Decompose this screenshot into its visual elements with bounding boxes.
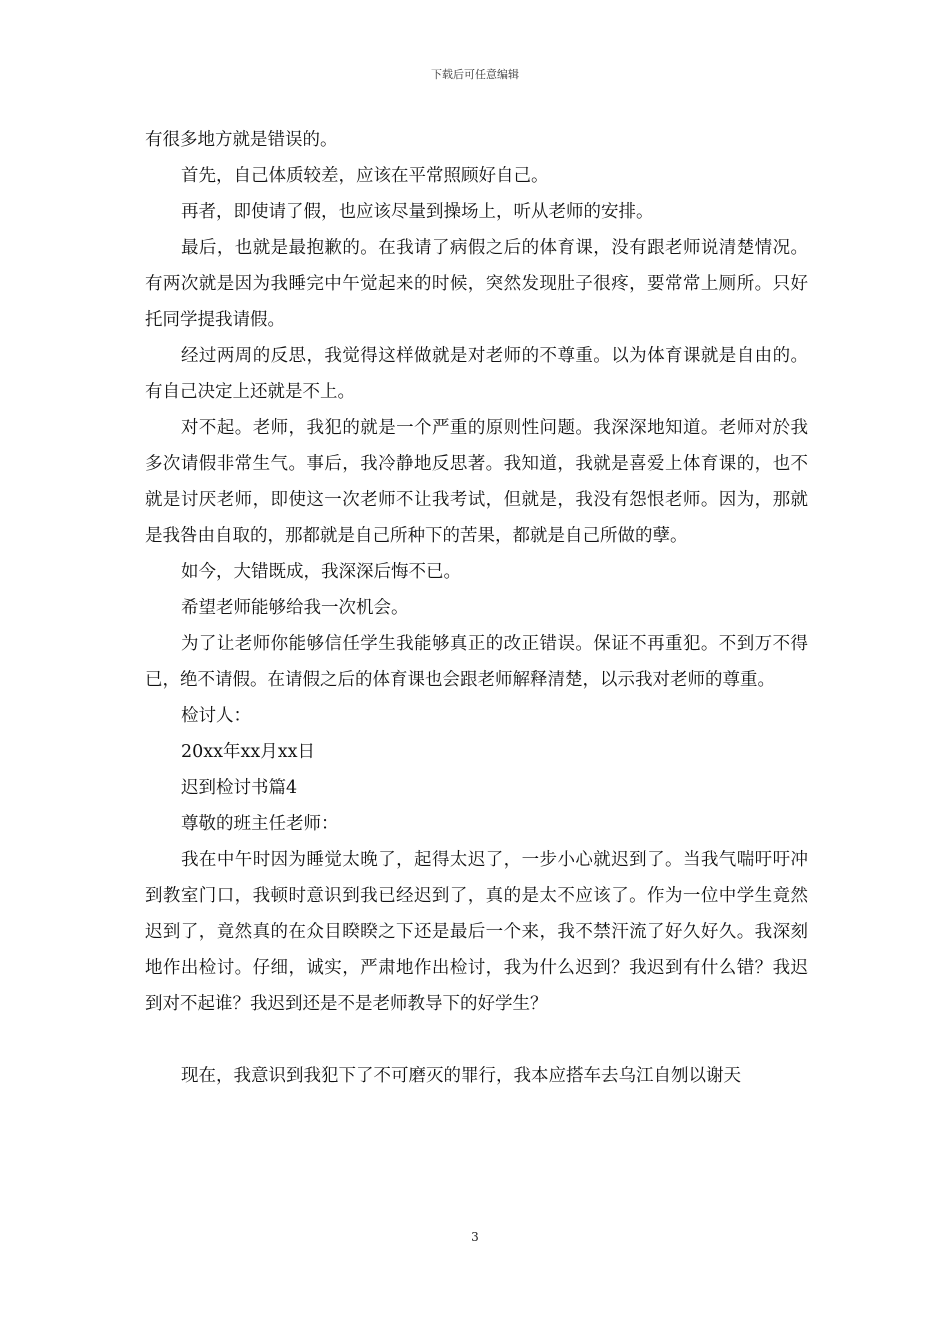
page-header: 下载后可任意编辑 [431, 68, 519, 81]
paragraph: 再者，即使请了假，也应该尽量到操场上，听从老师的安排。 [181, 202, 654, 222]
paragraph: 经过两周的反思，我觉得这样做就是对老师的不尊重。以为体育课就是自由的。有自己决定上还就是不上。 [145, 346, 808, 402]
paragraph: 有很多地方就是错误的。 [145, 130, 338, 150]
paragraph: 希望老师能够给我一次机会。 [181, 598, 409, 618]
salutation: 尊敬的班主任老师： [181, 814, 339, 834]
section-title: 迟到检讨书篇4 [181, 778, 298, 798]
paragraph: 最后，也就是最抱歉的。在我请了病假之后的体育课，没有跟老师说清楚情况。有两次就是因为我睡完中午觉起来的时候，突然发现肚子很疼，要常常上厕所。只好托同学提我请假。 [145, 238, 808, 330]
paragraph: 如今，大错既成，我深深后悔不已。 [181, 562, 461, 582]
document-body [145, 122, 808, 1094]
page-number: 3 [471, 1230, 479, 1244]
date-line: 20xx年xx月xx日 [181, 742, 315, 762]
paragraph: 为了让老师你能够信任学生我能够真正的改正错误。保证不再重犯。不到万不得已，绝不请假。在请假之后的体育课也会跟老师解释清楚，以示我对老师的尊重。 [145, 634, 808, 690]
paragraph: 首先，自己体质较差，应该在平常照顾好自己。 [181, 166, 549, 186]
paragraph: 现在，我意识到我犯下了不可磨灭的罪行，我本应搭车去乌江自刎以谢天 [181, 1066, 741, 1086]
paragraph: 对不起。老师，我犯的就是一个严重的原则性问题。我深深地知道。老师对於我多次请假非常生气。事后，我冷静地反思著。我知道，我就是喜爱上体育课的，也不就是讨厌老师，即使这一次老师不让我考试，但就是，我没有怨恨老师。因为，那就是我咎由自取的，那都就是自己所种下的苦果，都就是自己所做的孽。 [145, 418, 808, 546]
signature-label: 检讨人： [181, 706, 251, 726]
paragraph: 我在中午时因为睡觉太晚了，起得太迟了，一步小心就迟到了。当我气喘吁吁冲到教室门口，我顿时意识到我已经迟到了，真的是太不应该了。作为一位中学生竟然迟到了，竟然真的在众目睽睽之下还是最后一个来，我不禁汗流了好久好久。我深刻地作出检讨。仔细，诚实，严肃地作出检讨，我为什么迟到？我迟到有什么错？我迟到对不起谁？我迟到还是不是老师教导下的好学生？ [145, 850, 808, 1014]
